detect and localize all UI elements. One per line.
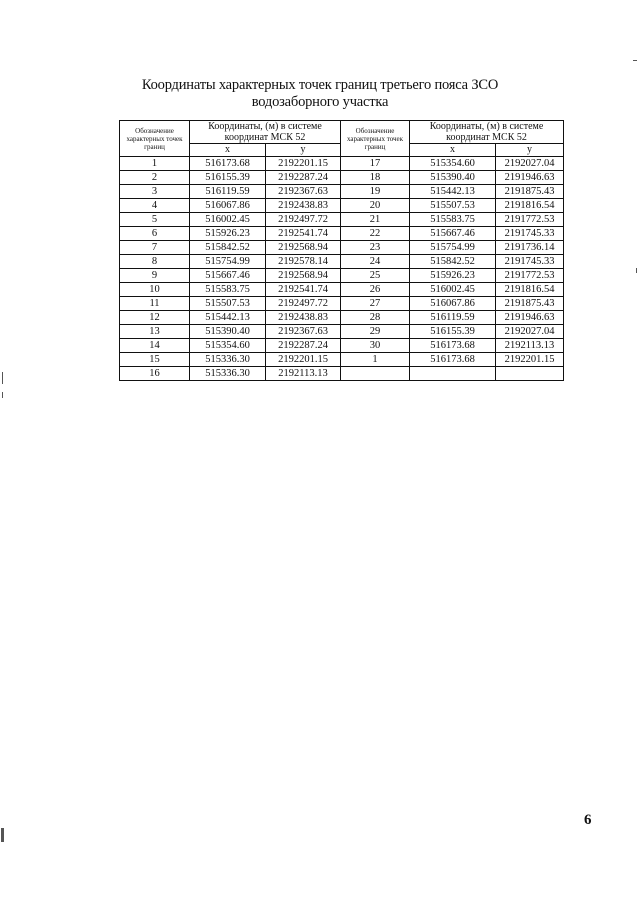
point-number-right: 1: [341, 353, 410, 367]
point-number-right: 23: [341, 241, 410, 255]
x-value-left: 515442.13: [190, 311, 266, 325]
x-value-left: 515583.75: [190, 283, 266, 297]
y-value-right: [496, 367, 564, 381]
point-number-left: 16: [120, 367, 190, 381]
point-number-right: 25: [341, 269, 410, 283]
scan-mark: [633, 60, 637, 61]
y-value-left: 2192287.24: [266, 171, 341, 185]
x-value-right: 516002.45: [410, 283, 496, 297]
table-row: [120, 185, 564, 199]
y-value-right: 2191875.43: [496, 297, 564, 311]
point-number-right: 20: [341, 199, 410, 213]
header-designation-left: Обозначение характерных точек границ: [120, 121, 190, 157]
x-value-right: [410, 367, 496, 381]
point-number-left: 2: [120, 171, 190, 185]
table-body: [120, 157, 564, 381]
y-value-right: 2191816.54: [496, 283, 564, 297]
table-row: [120, 269, 564, 283]
table-row: [120, 325, 564, 339]
x-value-left: 515354.60: [190, 339, 266, 353]
point-number-right: 21: [341, 213, 410, 227]
x-value-left: 516155.39: [190, 171, 266, 185]
y-value-right: 2191736.14: [496, 241, 564, 255]
x-value-left: 516002.45: [190, 213, 266, 227]
y-value-left: 2192438.83: [266, 311, 341, 325]
x-value-right: 515390.40: [410, 171, 496, 185]
point-number-left: 10: [120, 283, 190, 297]
table-row: [120, 297, 564, 311]
point-number-left: 5: [120, 213, 190, 227]
header-coords-right: Координаты, (м) в системе координат МСК 52: [410, 121, 564, 144]
point-number-right: 24: [341, 255, 410, 269]
point-number-right: 18: [341, 171, 410, 185]
point-number-left: 11: [120, 297, 190, 311]
header-y-left: y: [266, 144, 341, 157]
y-value-left: 2192367.63: [266, 325, 341, 339]
point-number-left: 12: [120, 311, 190, 325]
y-value-left: 2192367.63: [266, 185, 341, 199]
x-value-right: 515754.99: [410, 241, 496, 255]
point-number-left: 8: [120, 255, 190, 269]
y-value-right: 2192027.04: [496, 325, 564, 339]
scan-mark: [2, 372, 3, 384]
y-value-right: 2192113.13: [496, 339, 564, 353]
y-value-left: 2192541.74: [266, 283, 341, 297]
title-line-1: Координаты характерных точек границ третьего пояса ЗСО: [141, 77, 499, 93]
y-value-right: 2191875.43: [496, 185, 564, 199]
x-value-right: 516067.86: [410, 297, 496, 311]
point-number-right: 29: [341, 325, 410, 339]
y-value-left: 2192201.15: [266, 157, 341, 171]
scan-mark: [1, 828, 4, 842]
point-number-left: 6: [120, 227, 190, 241]
y-value-right: 2191816.54: [496, 199, 564, 213]
x-value-right: 515667.46: [410, 227, 496, 241]
y-value-left: 2192541.74: [266, 227, 341, 241]
y-value-right: 2192027.04: [496, 157, 564, 171]
y-value-right: 2191772.53: [496, 213, 564, 227]
x-value-left: 516119.59: [190, 185, 266, 199]
point-number-left: 13: [120, 325, 190, 339]
point-number-right: 17: [341, 157, 410, 171]
x-value-left: 515667.46: [190, 269, 266, 283]
point-number-right: 19: [341, 185, 410, 199]
x-value-right: 516155.39: [410, 325, 496, 339]
x-value-left: 515336.30: [190, 367, 266, 381]
scan-mark: [2, 392, 3, 398]
header-x-left: x: [190, 144, 266, 157]
x-value-right: 515507.53: [410, 199, 496, 213]
header-y-right: y: [496, 144, 564, 157]
table-row: [120, 283, 564, 297]
point-number-left: 14: [120, 339, 190, 353]
x-value-right: 516173.68: [410, 353, 496, 367]
y-value-right: 2191745.33: [496, 227, 564, 241]
header-x-right: x: [410, 144, 496, 157]
table-row: [120, 171, 564, 185]
y-value-right: 2191772.53: [496, 269, 564, 283]
y-value-left: 2192497.72: [266, 213, 341, 227]
document-title: [100, 77, 540, 111]
x-value-left: 516067.86: [190, 199, 266, 213]
x-value-left: 515507.53: [190, 297, 266, 311]
point-number-right: [341, 367, 410, 381]
point-number-left: 15: [120, 353, 190, 367]
x-value-left: 515390.40: [190, 325, 266, 339]
y-value-left: 2192568.94: [266, 241, 341, 255]
point-number-left: 3: [120, 185, 190, 199]
y-value-right: 2191946.63: [496, 311, 564, 325]
y-value-left: 2192201.15: [266, 353, 341, 367]
x-value-right: 515926.23: [410, 269, 496, 283]
table-row: [120, 353, 564, 367]
table-row: [120, 255, 564, 269]
point-number-right: 30: [341, 339, 410, 353]
table-row: [120, 199, 564, 213]
coordinates-table: [119, 120, 564, 381]
scan-mark: [636, 268, 637, 273]
y-value-right: 2192201.15: [496, 353, 564, 367]
table-row: [120, 311, 564, 325]
x-value-left: 515336.30: [190, 353, 266, 367]
table-row: [120, 241, 564, 255]
table-row: [120, 367, 564, 381]
y-value-left: 2192113.13: [266, 367, 341, 381]
x-value-right: 516119.59: [410, 311, 496, 325]
x-value-right: 516173.68: [410, 339, 496, 353]
table-row: [120, 227, 564, 241]
point-number-right: 26: [341, 283, 410, 297]
y-value-right: 2191946.63: [496, 171, 564, 185]
table-row: [120, 157, 564, 171]
x-value-left: 515926.23: [190, 227, 266, 241]
point-number-right: 27: [341, 297, 410, 311]
table-row: [120, 213, 564, 227]
point-number-left: 4: [120, 199, 190, 213]
title-line-2: водозаборного участка: [251, 94, 389, 110]
x-value-right: 515583.75: [410, 213, 496, 227]
y-value-right: 2191745.33: [496, 255, 564, 269]
header-designation-right: Обозначение характерных точек границ: [341, 121, 410, 157]
point-number-left: 1: [120, 157, 190, 171]
header-coords-left: Координаты, (м) в системе координат МСК 52: [190, 121, 341, 144]
point-number-right: 28: [341, 311, 410, 325]
page-number: 6: [584, 812, 592, 828]
x-value-left: 516173.68: [190, 157, 266, 171]
x-value-left: 515842.52: [190, 241, 266, 255]
y-value-left: 2192568.94: [266, 269, 341, 283]
y-value-left: 2192438.83: [266, 199, 341, 213]
point-number-left: 9: [120, 269, 190, 283]
point-number-right: 22: [341, 227, 410, 241]
x-value-right: 515354.60: [410, 157, 496, 171]
table-row: [120, 339, 564, 353]
x-value-left: 515754.99: [190, 255, 266, 269]
y-value-left: 2192497.72: [266, 297, 341, 311]
y-value-left: 2192287.24: [266, 339, 341, 353]
point-number-left: 7: [120, 241, 190, 255]
x-value-right: 515442.13: [410, 185, 496, 199]
y-value-left: 2192578.14: [266, 255, 341, 269]
x-value-right: 515842.52: [410, 255, 496, 269]
